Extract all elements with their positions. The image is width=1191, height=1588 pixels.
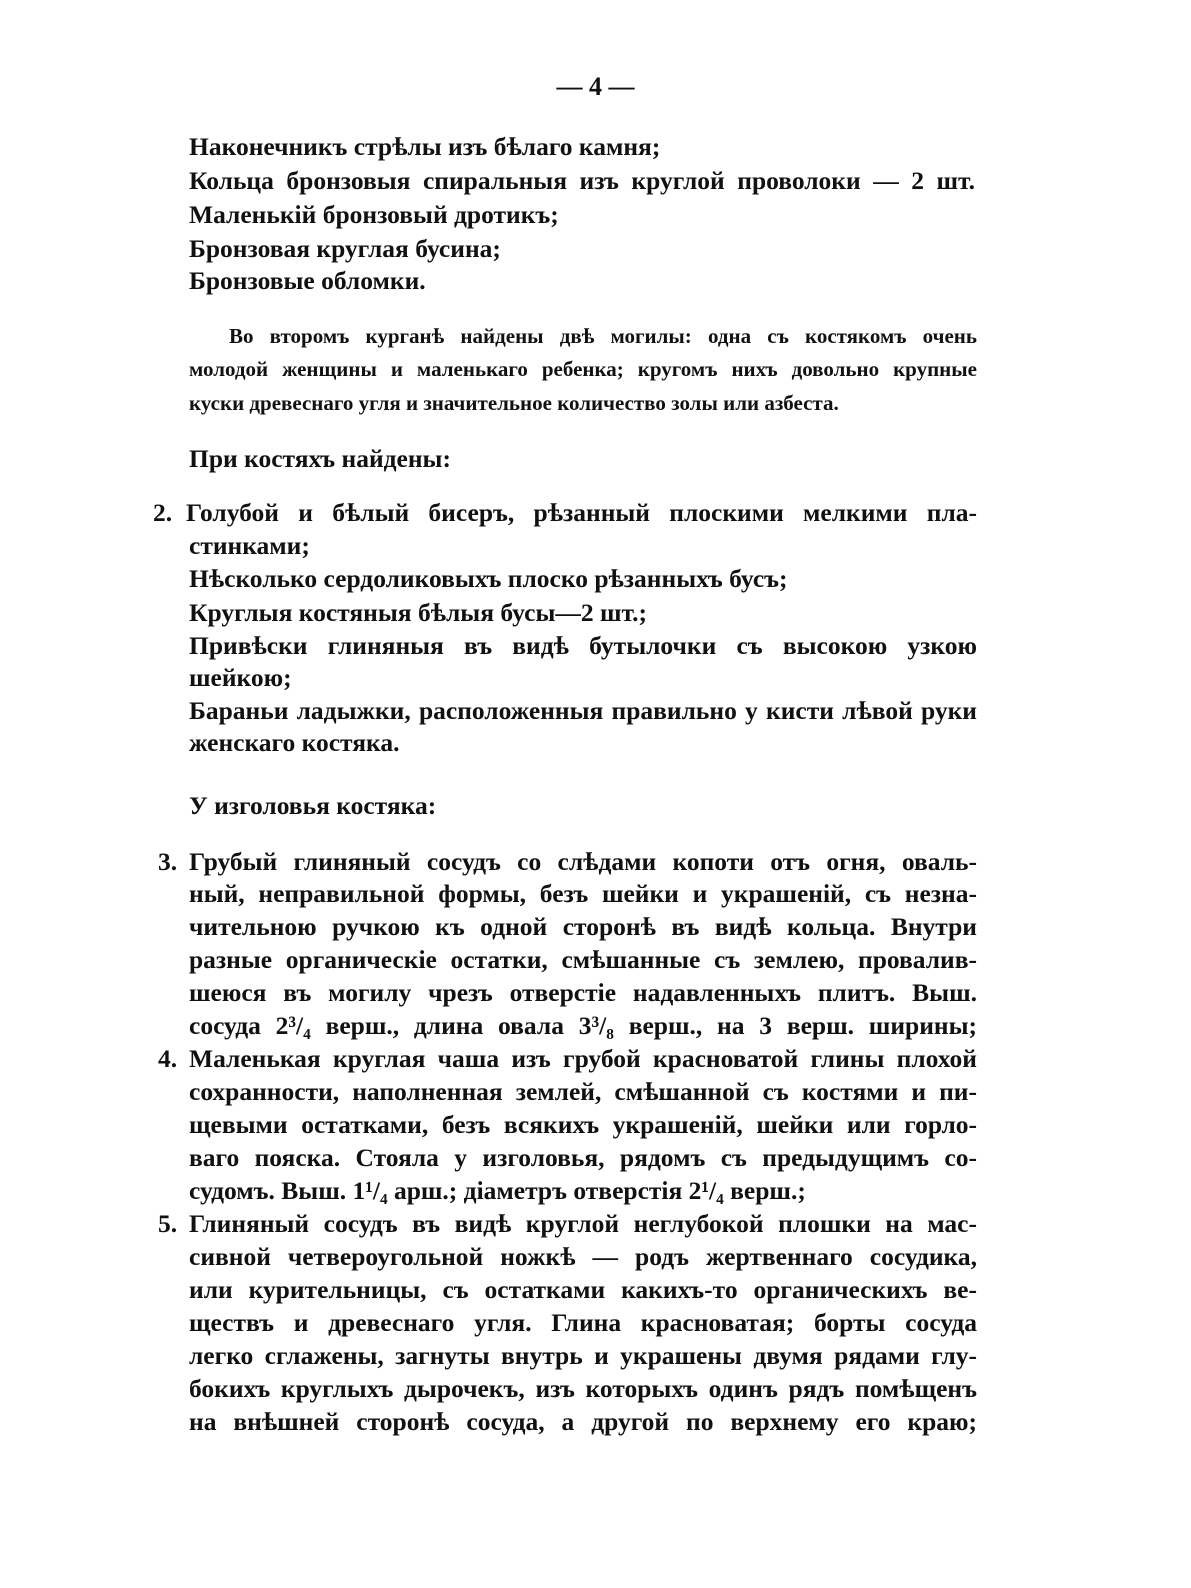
item-number: 3. (158, 847, 178, 876)
paragraph-line: молодой женщины и маленькаго ребенка; кругомъ нихъ довольно крупные (189, 357, 977, 381)
item-number: 4. (158, 1044, 178, 1073)
item-line: ществъ и древеснаго угля. Глина красноватая; борты сосуда (189, 1308, 977, 1337)
section-heading: При костяхъ найдены: (189, 444, 451, 473)
item-line: сосуда 2³/₄ верш., длина овала 3³/₈ верш., на 3 верш. ширины; (189, 1011, 977, 1040)
item-line: на внѣшней сторонѣ сосуда, а другой по верхнему его краю; (189, 1407, 977, 1436)
item-line: ный, неправильной формы, безъ шейки и украшеній, съ незна- (189, 879, 977, 908)
item-line: Нѣсколько сердоликовыхъ плоско рѣзанныхъ бусъ; (189, 564, 788, 593)
list-item: Бронзовая круглая бусина; (189, 234, 501, 263)
item-line: чительною ручкою къ одной сторонѣ въ видѣ кольца. Внутри (189, 912, 977, 941)
item-line: женскаго костяка. (189, 728, 400, 757)
section-heading: У изголовья костяка: (189, 791, 437, 820)
list-item: Наконечникъ стрѣлы изъ бѣлаго камня; (189, 132, 661, 161)
item-line: Круглыя костяныя бѣлыя бусы—2 шт.; (189, 598, 647, 627)
item-line: Привѣски глиняныя въ видѣ бутылочки съ высокою узкою (189, 631, 977, 660)
item-line: легко сглажены, загнуты внутрь и украшены двумя рядами глу- (189, 1341, 977, 1370)
item-line: шейкою; (189, 663, 292, 692)
list-item: Кольца бронзовыя спиральныя изъ круглой проволоки — 2 шт. (189, 166, 975, 195)
item-line: разные органическіе остатки, смѣшанные съ землею, провалив- (189, 945, 977, 974)
list-item: Бронзовые обломки. (189, 266, 426, 295)
item-line: судомъ. Выш. 1¹/₄ арш.; діаметръ отверстія 2¹/₄ верш.; (189, 1176, 806, 1205)
item-line: Глиняный сосудъ въ видѣ круглой неглубокой плошки на мас- (189, 1209, 977, 1238)
item-line: шеюся въ могилу чрезъ отверстіе надавленныхъ плитъ. Выш. (189, 978, 977, 1007)
item-line: ваго пояска. Стояла у изголовья, рядомъ съ предыдущимъ со- (189, 1143, 977, 1172)
item-line: Грубый глиняный сосудъ со слѣдами копоти отъ огня, оваль- (189, 847, 977, 876)
paragraph-line: куски древеснаго угля и значительное количество золы или азбеста. (189, 391, 839, 415)
item-line: Маленькая круглая чаша изъ грубой красноватой глины плохой (189, 1044, 977, 1073)
item-line: сивной четвероугольной ножкѣ — родъ жертвеннаго сосудика, (189, 1242, 977, 1271)
item-line: или курительницы, съ остатками какихъ-то органическихъ ве- (189, 1275, 977, 1304)
paragraph-line: Во второмъ курганѣ найдены двѣ могилы: одна съ костякомъ очень (229, 324, 977, 348)
item-line: Бараньи ладыжки, расположенныя правильно у кисти лѣвой руки (189, 696, 977, 725)
item-line: Голубой и бѣлый бисеръ, рѣзанный плоскими мелкими пла- (186, 498, 977, 527)
item-number: 2. (153, 498, 173, 527)
item-line: стинками; (189, 531, 310, 560)
page-number: — 4 — (556, 72, 635, 101)
item-line: сохранности, наполненная землей, смѣшанной съ костями и пи- (189, 1077, 977, 1106)
item-line: щевыми остатками, безъ всякихъ украшеній, шейки или горло- (189, 1110, 977, 1139)
list-item: Маленькій бронзовый дротикъ; (189, 200, 559, 229)
item-number: 5. (158, 1209, 178, 1238)
item-line: бокихъ круглыхъ дырочекъ, изъ которыхъ одинъ рядъ помѣщенъ (189, 1374, 977, 1403)
